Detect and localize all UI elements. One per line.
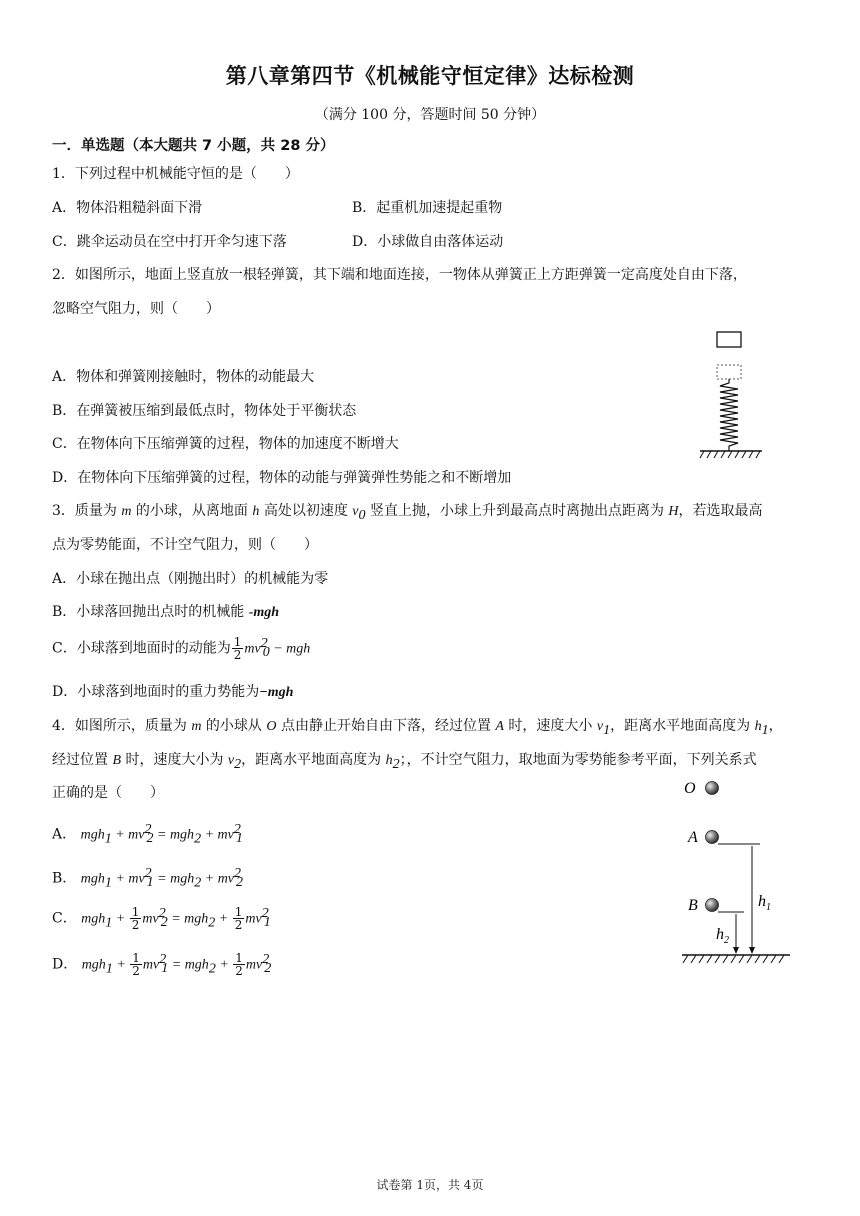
page-title: 第八章第四节《机械能守恒定律》达标检测: [225, 64, 635, 88]
q4-option-d: D． mgh$_1$ + $\frac{1}{2}$ $mv^2_1 = mgh_2$ + $\frac{1}{2}$ $mv^2_2$: [52, 951, 272, 979]
q3-option-c: [52, 636, 310, 661]
superscript: 2: [144, 822, 152, 837]
subscript: 1: [235, 831, 243, 847]
text-run: D．小球落到地面时的重力势能为: [52, 684, 260, 700]
subscript: 1: [146, 875, 154, 891]
var-H: H: [668, 504, 679, 519]
math-expression: − mgh: [269, 641, 311, 657]
var-B: B: [112, 753, 122, 768]
text-run: 4．如图所示，质量为: [52, 718, 192, 734]
ball-O: [706, 782, 719, 795]
text-run: ，距离水平地面高度为: [610, 718, 755, 734]
math-term: mv: [245, 957, 263, 973]
q2-stem-line1: 2．如图所示，地面上竖直放一根轻弹簧，其下端和地面连接，一物体从弹簧正上方距弹簧一定高度处自由下落，: [52, 267, 747, 283]
numerator: 1: [234, 905, 243, 920]
subscript: 1: [161, 961, 169, 977]
q1-option-a: A．物体沿粗糙斜面下滑: [52, 200, 203, 216]
var-v0: v: [352, 504, 359, 519]
superscript: 2: [260, 636, 268, 651]
q1-option-c: C．跳伞运动员在空中打开伞匀速下落: [52, 234, 287, 250]
denominator: 2: [235, 964, 243, 979]
text-run: 时，速度大小为: [121, 752, 228, 768]
var-v1: v: [596, 719, 604, 734]
q3-option-a: A．小球在抛出点（刚抛出时）的机械能为零: [52, 571, 329, 587]
subscript: 1: [263, 915, 271, 931]
subscript: 1: [761, 722, 769, 738]
var-v0-sub: 0: [358, 507, 366, 523]
ball-B: [706, 899, 719, 912]
q1-option-b: B．起重机加速提起重物: [352, 200, 503, 216]
ball-A: [706, 831, 719, 844]
math-term: mv: [142, 911, 159, 927]
denominator: 2: [131, 918, 140, 933]
math-expression: -mgh: [248, 605, 280, 620]
text-run: 点由静止开始自由下落，经过位置: [276, 718, 496, 734]
math-term: mv: [217, 871, 235, 887]
option-label: A．: [52, 826, 77, 843]
subscript: 2: [264, 961, 272, 977]
text-run: 经过位置: [52, 752, 113, 768]
superscript: 2: [233, 822, 241, 837]
spring-coil: [720, 379, 738, 451]
subscript: 2: [146, 831, 154, 847]
superscript: 2: [261, 906, 269, 921]
math-term: mgh: [184, 957, 209, 973]
var-v2: v: [227, 753, 235, 768]
math-term: mv: [128, 871, 145, 887]
ground-hatch: [683, 955, 784, 963]
text-run: 高处以初速度: [259, 503, 353, 519]
label-B: B: [688, 897, 698, 914]
q4-stem-line1: [52, 715, 783, 739]
text-run: 竖直上抛，小球上升到最高点时离抛出点距离为: [365, 503, 669, 519]
label-A: A: [688, 829, 698, 846]
q4-option-b: B． $mgh_1 + mv^2_1 = mgh_2 + mv^2_2$: [52, 866, 244, 891]
math-expression: −mgh: [259, 685, 294, 700]
text-run: C．小球落到地面时的动能为: [52, 640, 231, 657]
subscript: 2: [194, 831, 202, 847]
subscript: 2: [208, 961, 216, 977]
option-label: C．: [52, 910, 77, 927]
var-h2: h: [385, 753, 393, 768]
var-h1: h: [754, 719, 762, 734]
math-term: mgh: [184, 911, 209, 927]
label-h2: $h_2$: [716, 926, 729, 946]
q2-stem-line2: 忽略空气阻力，则（ ）: [52, 301, 220, 317]
text-run: ，若选取最高: [678, 503, 763, 519]
fraction: [130, 952, 142, 977]
text-run: ，: [768, 718, 783, 734]
subscript: 1: [104, 875, 112, 891]
q3-stem-line1: [52, 500, 763, 524]
label-h1: $h_1$: [758, 893, 771, 913]
contact-position-block: [717, 365, 741, 379]
fraction: [233, 952, 245, 977]
fraction: [232, 636, 244, 661]
math-term: mv: [245, 911, 262, 927]
numerator: 1: [131, 905, 140, 920]
superscript: 2: [262, 952, 270, 967]
var-O: O: [266, 719, 277, 734]
fraction: [233, 906, 245, 931]
q4-option-a: A． $mgh_1 + mv^2_2 = mgh_2 + mv^2_1$: [52, 822, 243, 847]
page-footer: 试卷第 1页，共 4页: [376, 1178, 484, 1192]
q4-option-c: C． mgh$_1$ + $\frac{1}{2}$ $mv^2_2 = mgh_2$ + $\frac{1}{2}$ $mv^2_1$: [52, 905, 271, 933]
text-run: ，距离水平地面高度为: [241, 752, 386, 768]
q3-stem-line2: 点为零势能面，不计空气阻力，则（ ）: [52, 537, 318, 553]
q4-stem-line2: [52, 749, 757, 773]
subscript: 1: [603, 722, 611, 738]
denominator: 2: [132, 964, 140, 979]
math-term: mgh: [80, 871, 105, 887]
superscript: 2: [234, 866, 242, 881]
math-term: mv: [128, 827, 145, 843]
subscript: 2: [194, 875, 202, 891]
math-term: mv: [217, 827, 234, 843]
label-O: O: [684, 780, 696, 797]
numerator: 1: [233, 635, 242, 650]
q2-option-d: D．在物体向下压缩弹簧的过程，物体的动能与弹簧弹性势能之和不断增加: [52, 470, 512, 486]
numerator: 1: [235, 951, 243, 966]
q4-stem-line3: 正确的是（ ）: [52, 785, 164, 801]
page-subtitle: （满分 100 分，答题时间 50 分钟）: [314, 107, 546, 123]
subscript: 1: [105, 961, 113, 977]
q2-option-c: C．在物体向下压缩弹簧的过程，物体的加速度不断增大: [52, 436, 399, 452]
h2-arrowhead: [733, 947, 739, 954]
subscript: 2: [208, 915, 216, 931]
subscript: 1: [105, 915, 113, 931]
fraction: [130, 906, 142, 931]
q1-option-d: D．小球做自由落体运动: [352, 234, 504, 250]
falling-block: [717, 332, 741, 347]
math-expression: mv: [244, 641, 261, 657]
superscript: 2: [159, 952, 167, 967]
subscript: 1: [104, 831, 112, 847]
denominator: 2: [234, 918, 243, 933]
section-heading: 一．单选题（本大题共 7 小题，共 28 分）: [52, 138, 335, 154]
q3-option-d: [52, 681, 293, 701]
text-run: B．小球落回抛出点时的机械能: [52, 604, 249, 620]
math-term: mgh: [81, 911, 106, 927]
q3-option-b: [52, 601, 279, 621]
ground-hatch: [700, 451, 760, 458]
var-h: h: [252, 504, 260, 519]
var-m: m: [191, 719, 202, 734]
var-A: A: [495, 719, 504, 734]
var-m: m: [121, 504, 132, 519]
subscript: 2: [234, 756, 242, 772]
falling-ball-figure: [676, 772, 796, 972]
math-term: mv: [142, 957, 160, 973]
h1-arrowhead: [749, 947, 755, 954]
subscript: 2: [392, 756, 400, 772]
text-run: 3．质量为: [52, 503, 122, 519]
option-label: D．: [52, 956, 78, 973]
math-term: mgh: [80, 827, 105, 843]
numerator: 1: [132, 951, 140, 966]
q2-option-a: A．物体和弹簧刚接触时，物体的动能最大: [52, 369, 315, 385]
text-run: 时，速度大小: [503, 718, 597, 734]
math-term: mgh: [81, 957, 106, 973]
math-term: mgh: [169, 827, 195, 843]
denominator: 2: [233, 648, 242, 663]
text-run: ；，不计空气阻力，取地面为零势能参考平面，下列关系式: [399, 752, 757, 768]
subscript: 0: [262, 645, 270, 661]
subscript: 2: [236, 875, 244, 891]
text-run: 的小球从: [201, 718, 267, 734]
superscript: 2: [158, 906, 166, 921]
math-term: mgh: [170, 871, 195, 887]
q2-option-b: B．在弹簧被压缩到最低点时，物体处于平衡状态: [52, 403, 357, 419]
spring-figure: [696, 328, 766, 460]
superscript: 2: [144, 866, 152, 881]
text-run: 的小球，从离地面: [131, 503, 253, 519]
q1-stem: 1．下列过程中机械能守恒的是（ ）: [52, 166, 299, 182]
subscript: 2: [160, 915, 168, 931]
option-label: B．: [52, 870, 77, 887]
